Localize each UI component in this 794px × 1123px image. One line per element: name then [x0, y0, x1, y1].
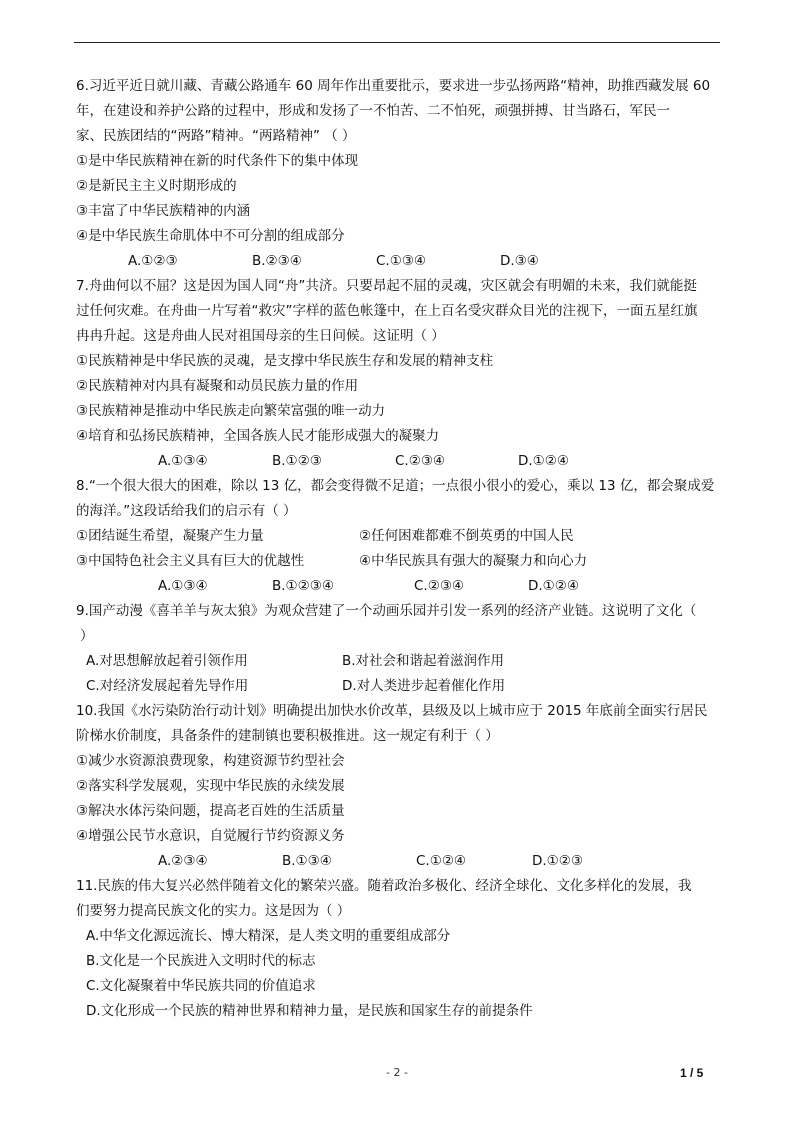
- page-number: - 2 -: [386, 1066, 408, 1079]
- option-c[interactable]: C.①②④: [416, 853, 467, 869]
- statement: ②落实科学发展观，实现中华民族的永续发展: [76, 778, 345, 794]
- question-text: 年，在建设和养护公路的过程中，形成和发扬了一不怕苦、二不怕死，顽强拼搏、甘当路石，军民一: [76, 103, 670, 119]
- option-d[interactable]: D.文化形成一个民族的精神世界和精神力量，是民族和国家生存的前提条件: [86, 1003, 533, 1019]
- question-10: [76, 699, 720, 874]
- page-count: 1 / 5: [680, 1066, 704, 1080]
- option-row: [76, 674, 720, 699]
- option-a[interactable]: A.中华文化源远流长、博大精深，是人类文明的重要组成部分: [86, 928, 451, 944]
- option-b[interactable]: B.①③④: [282, 853, 332, 869]
- option-c[interactable]: C.文化凝聚着中华民族共同的价值追求: [86, 978, 316, 994]
- header-rule: [74, 42, 720, 43]
- question-text: 的海洋。”这段话给我们的启示有（ ）: [76, 503, 297, 519]
- question-6: [76, 74, 720, 274]
- option-row: [76, 649, 720, 674]
- statement: ④增强公民节水意识，自觉履行节约资源义务: [76, 828, 345, 844]
- question-text: 阶梯水价制度，具备条件的建制镇也要积极推进。这一规定有利于（ ）: [76, 728, 499, 744]
- option-d[interactable]: D.①②③: [532, 853, 583, 869]
- question-text: 过任何灾难。在舟曲一片写着“救灾”字样的蓝色帐篷中，在上百名受灾群众目光的注视下，一面五星红旗: [76, 303, 698, 319]
- question-7: [76, 274, 720, 474]
- statement-row: [76, 549, 720, 574]
- question-11: [76, 874, 720, 1024]
- answer-options: [76, 249, 720, 274]
- option-a[interactable]: A.①③④: [158, 453, 208, 469]
- option-c[interactable]: C.②③④: [395, 453, 446, 469]
- statement: ③解决水体污染问题，提高老百姓的生活质量: [76, 803, 345, 819]
- question-text: 们要努力提高民族文化的实力。这是因为（ ）: [76, 903, 351, 919]
- answer-options: [76, 449, 720, 474]
- option-a[interactable]: A.①②③: [128, 253, 178, 269]
- question-text: 9.国产动漫《喜羊羊与灰太狼》为观众营建了一个动画乐园并引发一系列的经济产业链。这说明了文化（: [76, 603, 697, 619]
- option-d[interactable]: D.①②④: [528, 578, 579, 594]
- answer-options: [76, 849, 720, 874]
- answer-options: [76, 574, 720, 599]
- question-text: 7.舟曲何以不屈？这是因为国人同“舟”共济。只要昂起不屈的灵魂，灾区就会有明媚的未来，我们就能挺: [76, 278, 697, 294]
- question-text: 11.民族的伟大复兴必然伴随着文化的繁荣兴盛。随着政治多极化、经济全球化、文化多样化的发展，我: [76, 878, 692, 894]
- question-content: [76, 74, 720, 1024]
- statement: ②任何困难都难不倒英勇的中国人民: [359, 528, 574, 544]
- option-c[interactable]: C.②③④: [414, 578, 465, 594]
- statement: ④培育和弘扬民族精神，全国各族人民才能形成强大的凝聚力: [76, 428, 440, 444]
- option-d[interactable]: D.对人类进步起着催化作用: [342, 678, 506, 694]
- option-a[interactable]: A.①③④: [158, 578, 208, 594]
- question-text: ）: [80, 628, 94, 644]
- option-c[interactable]: C.对经济发展起着先导作用: [86, 678, 249, 694]
- option-b[interactable]: B.对社会和谐起着滋润作用: [342, 653, 505, 669]
- statement: ③丰富了中华民族精神的内涵: [76, 203, 251, 219]
- statement: ①减少水资源浪费现象，构建资源节约型社会: [76, 753, 345, 769]
- option-b[interactable]: B.①②③: [272, 453, 322, 469]
- question-text: 6.习近平近日就川藏、青藏公路通车 60 周年作出重要批示，要求进一步弘扬两路“精神，助推西藏发展 60: [76, 78, 711, 94]
- statement-row: [76, 524, 720, 549]
- statement: ①民族精神是中华民族的灵魂，是支撑中华民族生存和发展的精神支柱: [76, 353, 494, 369]
- option-c[interactable]: C.①③④: [376, 253, 427, 269]
- option-a[interactable]: A.②③④: [158, 853, 208, 869]
- option-d[interactable]: D.③④: [500, 253, 539, 269]
- option-b[interactable]: B.文化是一个民族进入文明时代的标志: [86, 953, 316, 969]
- statement: ④是中华民族生命肌体中不可分割的组成部分: [76, 228, 345, 244]
- statement: ③民族精神是推动中华民族走向繁荣富强的唯一动力: [76, 403, 386, 419]
- question-9: [76, 599, 720, 699]
- option-a[interactable]: A.对思想解放起着引领作用: [86, 653, 248, 669]
- question-text: 家、民族团结的“两路”精神。“两路精神” （ ）: [76, 128, 356, 144]
- option-b[interactable]: B.①②③④: [272, 578, 334, 594]
- option-d[interactable]: D.①②④: [518, 453, 569, 469]
- statement: ②民族精神对内具有凝聚和动员民族力量的作用: [76, 378, 359, 394]
- question-text: 10.我国《水污染防治行动计划》明确提出加快水价改革，县级及以上城市应于 2015 年底前全面实行居民: [76, 703, 708, 719]
- statement: ①团结诞生希望，凝聚产生力量: [76, 528, 264, 544]
- question-8: [76, 474, 720, 599]
- question-text: 冉冉升起。这是舟曲人民对祖国母亲的生日问候。这证明（ ）: [76, 328, 445, 344]
- question-text: 8.“一个很大很大的困难，除以 13 亿，都会变得微不足道；一点很小很小的爱心，乘以 13 亿，都会聚成爱: [76, 478, 715, 494]
- statement: ③中国特色社会主义具有巨大的优越性: [76, 553, 305, 569]
- statement: ①是中华民族精神在新的时代条件下的集中体现: [76, 153, 359, 169]
- option-b[interactable]: B.②③④: [252, 253, 302, 269]
- statement: ②是新民主主义时期形成的: [76, 178, 237, 194]
- statement: ④中华民族具有强大的凝聚力和向心力: [359, 553, 588, 569]
